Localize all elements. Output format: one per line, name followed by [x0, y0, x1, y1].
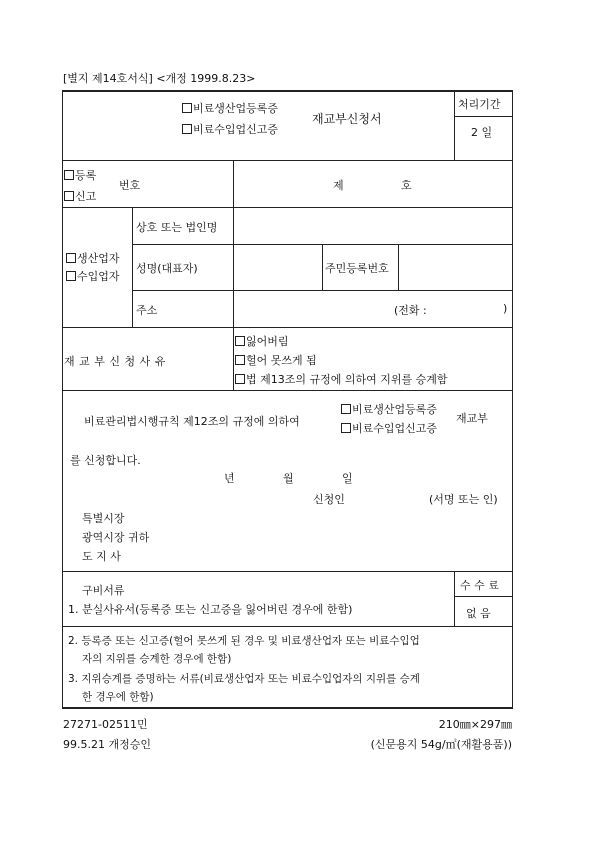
divider	[62, 327, 513, 328]
phone-close: )	[503, 302, 508, 315]
resident-number-field[interactable]	[401, 247, 510, 288]
checkbox-icon[interactable]	[235, 355, 245, 365]
divider	[62, 626, 513, 627]
frame-right	[512, 90, 513, 708]
divider	[454, 596, 512, 597]
footer-size: 210㎜×297㎜	[438, 718, 512, 731]
divider	[322, 244, 323, 290]
document-item-2: 2. 등록증 또는 신고증(헐어 못쓰게 된 경우 및 비료생산업자 또는 비료수입업	[68, 635, 420, 647]
signature-label: (서명 또는 인)	[429, 493, 498, 506]
checkbox-icon[interactable]	[341, 423, 351, 433]
document-item-3: 3. 지위승계를 증명하는 서류(비료생산업자 또는 비료수입업자의 지위를 승계	[68, 673, 420, 685]
processing-period-label: 처리기간	[458, 98, 501, 111]
divider	[454, 116, 512, 117]
divider	[132, 290, 513, 291]
checkbox-icon[interactable]	[182, 103, 192, 113]
frame-top	[62, 90, 513, 92]
divider	[62, 207, 513, 208]
opt-importer[interactable]: 수입업자	[66, 268, 120, 284]
divider	[62, 571, 513, 572]
opt-worn[interactable]: 헐어 못쓰게 됨	[235, 352, 317, 368]
checkbox-icon[interactable]	[182, 124, 192, 134]
document-item-3-cont: 한 경우에 한함)	[82, 691, 154, 703]
checkbox-icon[interactable]	[66, 253, 76, 263]
processing-period-value: 2 일	[471, 126, 493, 139]
address-field[interactable]	[236, 293, 391, 325]
addressee-1: 특별시장	[82, 512, 125, 525]
statement-lead: 비료관리법시행규칙 제12조의 규정에 의하여	[84, 415, 300, 428]
trade-name-field[interactable]	[236, 210, 510, 242]
statement-option-1[interactable]: 비료생산업등록증	[341, 401, 437, 417]
fee-label: 수 수 료	[460, 579, 499, 592]
date-year: 년	[224, 472, 235, 485]
statement-reissue: 재교부	[456, 412, 488, 425]
document-item-1: 1. 분실사유서(등록증 또는 신고증을 잃어버린 경우에 한함)	[68, 603, 353, 616]
statement-request: 를 신청합니다.	[70, 454, 141, 467]
trade-name-label: 상호 또는 법인명	[136, 221, 218, 234]
form-title: 재교부신청서	[312, 112, 382, 126]
divider	[62, 390, 513, 391]
opt-lost[interactable]: 잃어버림	[235, 333, 289, 349]
opt-report[interactable]: 신고	[64, 188, 96, 204]
divider	[398, 244, 399, 290]
form-number: [별지 제14호서식] <개정 1999.8.23>	[63, 72, 256, 85]
divider	[233, 327, 234, 390]
applicant-label: 신청인	[313, 493, 345, 506]
number-label: 번호	[119, 179, 141, 192]
representative-name-field[interactable]	[236, 247, 320, 288]
divider	[454, 571, 455, 626]
footer-paper: (신문용지 54g/㎡(재활용품))	[370, 738, 512, 751]
number-suffix: 호	[401, 179, 412, 192]
phone-field[interactable]	[436, 293, 500, 325]
documents-title: 구비서류	[82, 584, 125, 597]
divider	[454, 90, 455, 160]
reason-label: 재 교 부 신 청 사 유	[64, 355, 166, 368]
divider	[233, 160, 234, 207]
checkbox-icon[interactable]	[341, 404, 351, 414]
resident-number-label: 주민등록번호	[325, 262, 389, 275]
representative-name-label: 성명(대표자)	[136, 262, 198, 275]
opt-register[interactable]: 등록	[64, 167, 96, 183]
footer-approval: 99.5.21 개정승인	[63, 738, 151, 751]
registration-number-field[interactable]	[236, 163, 510, 205]
checkbox-icon[interactable]	[64, 191, 74, 201]
statement-option-2[interactable]: 비료수입업신고증	[341, 420, 437, 436]
checkbox-icon[interactable]	[235, 336, 245, 346]
date-month: 월	[283, 472, 294, 485]
opt-succession[interactable]: 법 제13조의 규정에 의하여 지위를 승계함	[235, 371, 448, 387]
checkbox-icon[interactable]	[66, 271, 76, 281]
title-option-2[interactable]: 비료수입업신고증	[182, 121, 278, 137]
revision-note: <개정 1999.8.23>	[156, 72, 256, 85]
phone-label: (전화 :	[394, 304, 427, 317]
footer-code: 27271-02511민	[63, 718, 148, 731]
address-label: 주소	[136, 304, 158, 317]
divider	[62, 160, 513, 161]
number-prefix: 제	[333, 179, 344, 192]
addressee-3: 도 지 사	[82, 550, 121, 563]
frame-bottom	[62, 707, 513, 709]
fee-value: 없 음	[466, 607, 491, 620]
frame-left	[62, 90, 63, 708]
date-day: 일	[342, 472, 353, 485]
document-item-2-cont: 자의 지위를 승계한 경우에 한함)	[82, 653, 232, 665]
divider	[132, 207, 133, 327]
checkbox-icon[interactable]	[235, 374, 245, 384]
divider	[233, 207, 234, 327]
opt-producer[interactable]: 생산업자	[66, 250, 120, 266]
addressee-2: 광역시장 귀하	[82, 531, 150, 544]
checkbox-icon[interactable]	[64, 170, 74, 180]
title-option-1[interactable]: 비료생산업등록증	[182, 100, 278, 116]
